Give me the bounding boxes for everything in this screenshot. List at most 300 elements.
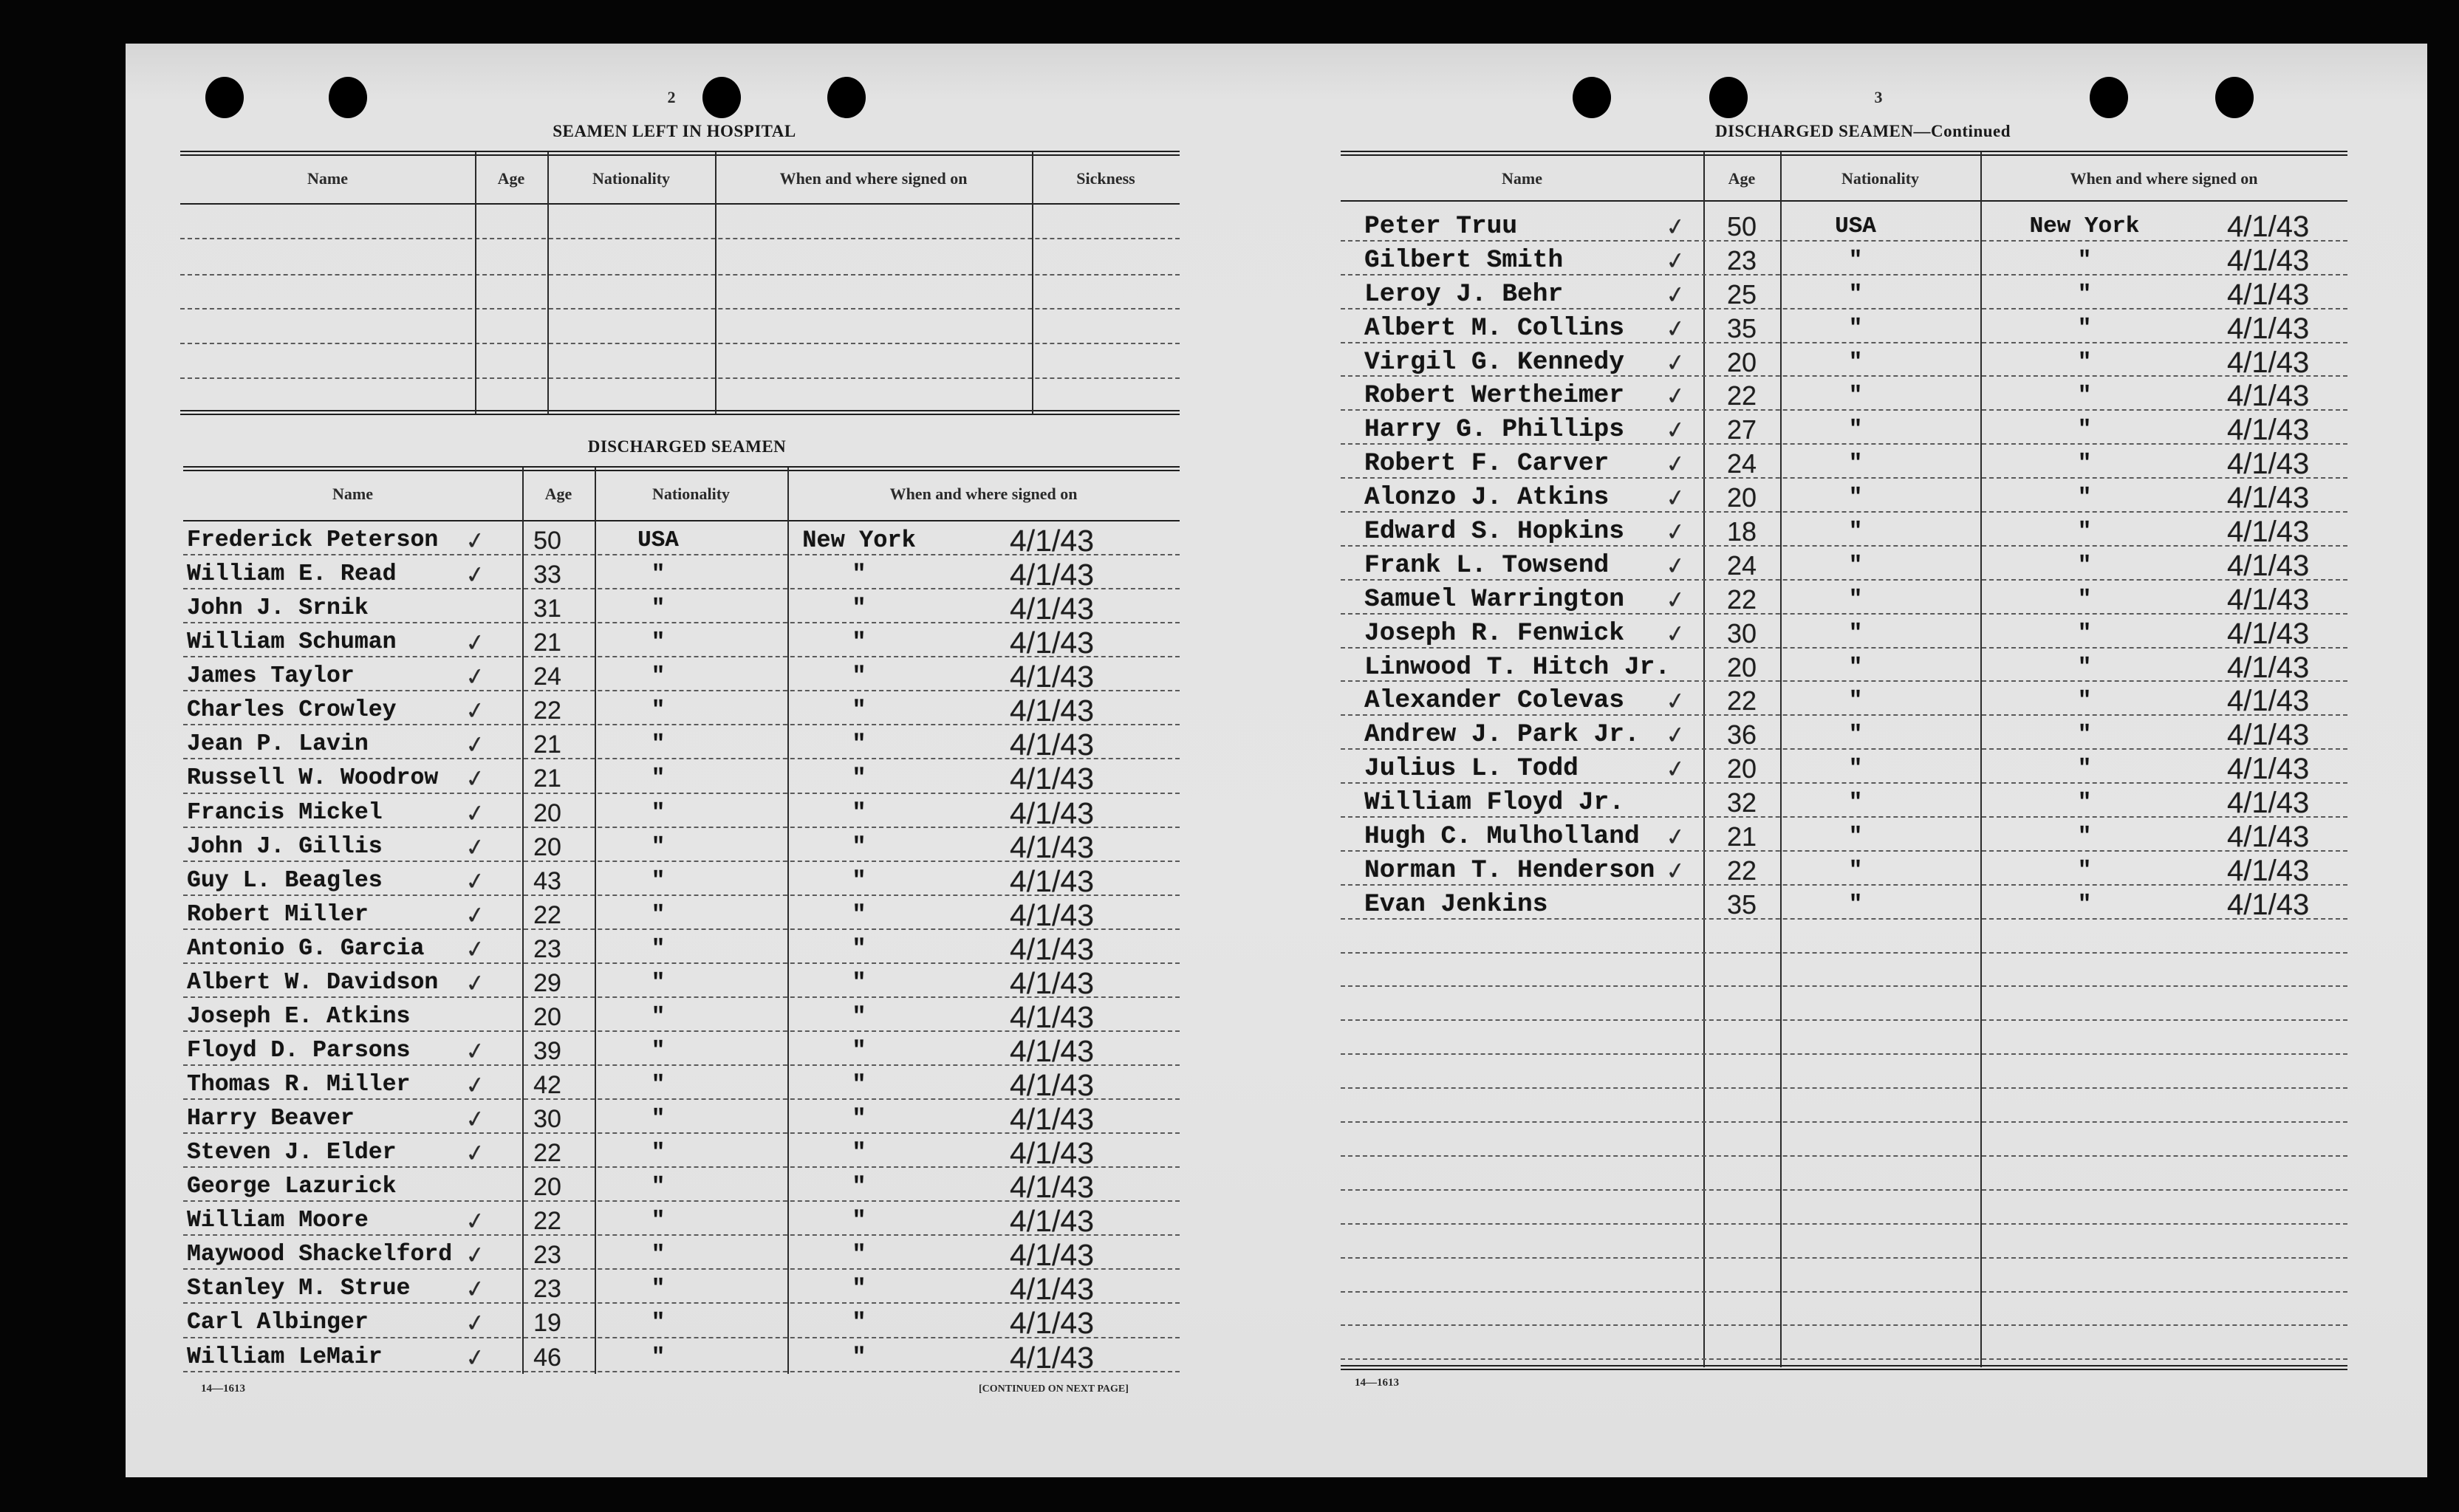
seaman-nationality: "	[1848, 519, 1863, 545]
seaman-age: 23	[533, 934, 561, 963]
signed-on-place: "	[2077, 790, 2092, 816]
table-row	[183, 930, 1180, 964]
signed-on-date: 4/1/43	[1010, 1204, 1094, 1239]
table-top-rule	[183, 466, 1180, 471]
seaman-name: William Schuman	[187, 629, 397, 656]
signed-on-date: 4/1/43	[1010, 829, 1094, 864]
signed-on-date: 4/1/43	[1010, 897, 1094, 932]
seaman-name: Robert Miller	[187, 901, 369, 928]
seaman-age: 22	[533, 1207, 561, 1236]
signed-on-date: 4/1/43	[1010, 1033, 1094, 1068]
seaman-name: Antonio G. Garcia	[187, 935, 425, 962]
seaman-name: Edward S. Hopkins	[1364, 517, 1624, 547]
table-row	[183, 1134, 1180, 1171]
table-row	[1341, 343, 2347, 377]
signed-on-place: "	[2077, 688, 2092, 714]
seaman-name: William LeMair	[187, 1344, 383, 1370]
column-header-nationality: Nationality	[1841, 169, 1920, 188]
check-mark-icon	[463, 1339, 488, 1375]
table-row	[183, 1236, 1180, 1273]
signed-on-date: 4/1/43	[2227, 380, 2310, 413]
check-mark-icon	[463, 1271, 488, 1307]
seaman-age: 21	[533, 629, 561, 657]
table-top-rule	[180, 151, 1180, 156]
blank-row	[1341, 920, 2347, 954]
seaman-nationality: "	[651, 629, 666, 656]
check-mark-icon	[463, 829, 488, 865]
seaman-age: 23	[533, 1241, 561, 1270]
table-row	[1341, 309, 2347, 343]
blank-row-rule	[180, 274, 1180, 276]
signed-on-date: 4/1/43	[1010, 863, 1094, 898]
signed-on-date: 4/1/43	[2227, 211, 2310, 243]
signed-on-date: 4/1/43	[1010, 762, 1094, 796]
signed-on-place: "	[2077, 247, 2092, 273]
blank-row	[1341, 1259, 2347, 1293]
seaman-name: Andrew J. Park Jr.	[1364, 720, 1640, 750]
seaman-age: 50	[533, 527, 561, 555]
signed-on-place: "	[852, 1002, 866, 1030]
column-header-nationality: Nationality	[651, 485, 731, 503]
seaman-nationality: "	[651, 935, 666, 962]
table-row	[183, 1032, 1180, 1066]
check-mark-icon	[1663, 310, 1688, 346]
seaman-age: 21	[533, 731, 561, 759]
check-mark-icon	[1663, 717, 1688, 753]
seaman-name: Steven J. Elder	[187, 1140, 397, 1166]
seaman-nationality: "	[651, 799, 666, 826]
seaman-name: Russell W. Woodrow	[187, 765, 439, 792]
continued-note: [CONTINUED ON NEXT PAGE]	[979, 1383, 1129, 1395]
signed-on-place: "	[852, 900, 866, 928]
seaman-name: Albert W. Davidson	[187, 969, 439, 996]
signed-on-place: "	[2077, 620, 2092, 646]
seaman-nationality: "	[651, 1140, 666, 1166]
blank-row-rule	[180, 343, 1180, 344]
seaman-nationality: USA	[1835, 213, 1876, 239]
seaman-nationality: "	[1848, 451, 1863, 477]
seaman-nationality: "	[651, 1106, 666, 1132]
seaman-name: Samuel Warrington	[1364, 584, 1624, 614]
table-row	[1341, 784, 2347, 818]
seaman-nationality: "	[1848, 247, 1863, 273]
column-header-signed-on: When and where signed on	[889, 485, 1078, 503]
signed-on-date: 4/1/43	[2227, 516, 2310, 549]
seaman-age: 18	[1726, 516, 1757, 547]
signed-on-place: "	[2077, 349, 2092, 375]
column-divider	[475, 152, 476, 414]
signed-on-place: "	[2077, 485, 2092, 511]
check-mark-icon	[1663, 412, 1688, 448]
seaman-nationality: "	[651, 1310, 666, 1336]
signed-on-place: "	[2077, 417, 2092, 443]
seaman-nationality: "	[1848, 654, 1863, 680]
seaman-name: Frederick Peterson	[187, 527, 439, 553]
header-rule	[1341, 200, 2347, 202]
check-mark-icon	[463, 863, 488, 899]
seaman-age: 20	[1726, 346, 1757, 377]
seaman-nationality: "	[1848, 383, 1863, 409]
signed-on-place: "	[852, 968, 866, 996]
seaman-nationality: "	[1848, 281, 1863, 307]
table-row	[183, 759, 1180, 796]
seaman-age: 43	[533, 866, 561, 895]
blank-row	[1341, 1326, 2347, 1360]
column-header-age: Age	[1728, 169, 1756, 188]
table-row	[1341, 649, 2347, 683]
check-mark-icon	[463, 727, 488, 763]
check-mark-icon	[463, 965, 488, 1001]
seaman-name: John J. Srnik	[187, 595, 369, 622]
column-header-name: Name	[332, 485, 373, 503]
blank-row	[1341, 1089, 2347, 1123]
table-row	[183, 794, 1180, 828]
table-bottom-rule	[180, 410, 1180, 415]
signed-on-date: 4/1/43	[2227, 719, 2310, 752]
seaman-nationality: "	[651, 1208, 666, 1234]
signed-on-place: "	[2077, 315, 2092, 341]
form-number: 14—1613	[201, 1383, 245, 1395]
seaman-nationality: "	[1848, 620, 1863, 646]
table-row	[1341, 513, 2347, 547]
seaman-name: Hugh C. Mulholland	[1364, 822, 1640, 852]
column-divider	[547, 152, 549, 414]
signed-on-place: New York	[802, 527, 916, 554]
table-row	[183, 1338, 1180, 1375]
seaman-name: Stanley M. Strue	[187, 1276, 411, 1302]
signed-on-date: 4/1/43	[1010, 592, 1094, 626]
table-row	[1341, 445, 2347, 479]
seaman-age: 36	[1726, 719, 1757, 750]
signed-on-place: "	[2077, 654, 2092, 680]
signed-on-place: "	[852, 1309, 866, 1337]
signed-on-place: "	[852, 798, 866, 827]
seaman-nationality: "	[651, 731, 666, 758]
seaman-age: 20	[1726, 753, 1757, 784]
table-row	[1341, 682, 2347, 716]
signed-on-place: "	[2077, 891, 2092, 917]
check-mark-icon	[1663, 683, 1688, 719]
signed-on-date: 4/1/43	[1010, 1136, 1094, 1171]
seaman-name: Peter Truu	[1364, 212, 1518, 241]
punch-hole	[329, 77, 367, 118]
seaman-nationality: "	[651, 1276, 666, 1302]
signed-on-date: 4/1/43	[1010, 796, 1094, 830]
seaman-nationality: "	[1848, 891, 1863, 917]
check-mark-icon	[1663, 479, 1688, 516]
check-mark-icon	[463, 897, 488, 933]
blank-row-rule	[180, 308, 1180, 309]
column-header-nationality: Nationality	[592, 169, 671, 188]
seaman-age: 29	[533, 968, 561, 997]
signed-on-place: "	[852, 832, 866, 861]
seaman-name: Albert M. Collins	[1364, 313, 1624, 343]
seaman-age: 20	[533, 1173, 561, 1202]
check-mark-icon	[1663, 852, 1688, 889]
seaman-nationality: "	[1848, 349, 1863, 375]
signed-on-date: 4/1/43	[2227, 583, 2310, 616]
signed-on-date: 4/1/43	[2227, 448, 2310, 481]
signed-on-date: 4/1/43	[2227, 787, 2310, 820]
punch-hole	[702, 77, 741, 118]
signed-on-place: "	[852, 1241, 866, 1269]
column-header-age: Age	[497, 169, 525, 188]
seaman-name: Maywood Shackelford	[187, 1242, 453, 1268]
signed-on-date: 4/1/43	[1010, 1102, 1094, 1137]
signed-on-date: 4/1/43	[1010, 660, 1094, 694]
column-header-signed-on: When and where signed on	[2070, 169, 2258, 188]
seaman-nationality: "	[651, 1072, 666, 1098]
signed-on-place: "	[2077, 824, 2092, 850]
signed-on-place: "	[852, 1139, 866, 1167]
table-row	[1341, 886, 2347, 920]
seaman-age: 22	[1726, 380, 1757, 411]
column-header-sickness: Sickness	[1076, 169, 1135, 188]
seaman-nationality: "	[651, 969, 666, 996]
seaman-age: 20	[533, 798, 561, 827]
seaman-nationality: "	[1848, 688, 1863, 714]
signed-on-date: 4/1/43	[2227, 312, 2310, 345]
punch-hole	[2090, 77, 2128, 118]
check-mark-icon	[1663, 547, 1688, 584]
signed-on-date: 4/1/43	[1010, 1340, 1094, 1375]
seaman-age: 50	[1726, 211, 1757, 242]
seaman-age: 21	[1726, 821, 1757, 852]
table-row	[1341, 547, 2347, 581]
seaman-nationality: "	[651, 595, 666, 622]
seaman-name: Virgil G. Kennedy	[1364, 347, 1624, 377]
table-row	[1341, 581, 2347, 615]
seaman-age: 22	[1726, 855, 1757, 886]
table-row	[1341, 852, 2347, 886]
check-mark-icon	[1663, 344, 1688, 380]
signed-on-place: "	[852, 934, 866, 962]
check-mark-icon	[1663, 513, 1688, 550]
seaman-name: Leroy J. Behr	[1364, 279, 1564, 309]
seaman-nationality: "	[651, 1344, 666, 1370]
seaman-name: Floyd D. Parsons	[187, 1037, 411, 1064]
signed-on-place: "	[852, 1036, 866, 1064]
seaman-name: Guy L. Beagles	[187, 867, 383, 894]
signed-on-place: "	[852, 1343, 866, 1371]
signed-on-place: "	[852, 663, 866, 691]
seaman-age: 32	[1726, 787, 1757, 818]
blank-row	[1341, 1157, 2347, 1191]
page-number: 2	[667, 88, 676, 106]
seaman-nationality: "	[1848, 552, 1863, 578]
seaman-nationality: "	[1848, 722, 1863, 748]
seaman-age: 20	[533, 832, 561, 861]
seaman-name: Thomas R. Miller	[187, 1072, 411, 1098]
seaman-nationality: "	[1848, 586, 1863, 612]
signed-on-place: "	[852, 629, 866, 657]
seaman-name: Evan Jenkins	[1364, 889, 1548, 919]
seaman-age: 20	[1726, 651, 1757, 683]
seaman-age: 22	[533, 900, 561, 929]
table-row	[183, 828, 1180, 862]
signed-on-place: "	[2077, 756, 2092, 782]
seaman-age: 22	[533, 697, 561, 725]
table-row	[183, 589, 1180, 626]
table-row	[183, 1202, 1180, 1239]
seaman-name: William Moore	[187, 1208, 369, 1234]
check-mark-icon	[1663, 378, 1688, 414]
signed-on-place: "	[852, 1207, 866, 1235]
check-mark-icon	[1663, 615, 1688, 651]
signed-on-date: 4/1/43	[2227, 244, 2310, 277]
check-mark-icon	[463, 761, 488, 797]
check-mark-icon	[463, 659, 488, 695]
seaman-nationality: "	[651, 1174, 666, 1200]
page-number: 3	[1874, 88, 1883, 106]
signed-on-date: 4/1/43	[2227, 888, 2310, 921]
table-row	[1341, 479, 2347, 513]
seaman-name: Harry G. Phillips	[1364, 415, 1624, 445]
signed-on-date: 4/1/43	[1010, 1068, 1094, 1102]
signed-on-place: "	[852, 1275, 866, 1303]
seaman-age: 24	[533, 663, 561, 691]
seaman-nationality: "	[651, 901, 666, 928]
signed-on-date: 4/1/43	[1010, 1170, 1094, 1205]
table-row	[1341, 208, 2347, 242]
seaman-age: 23	[533, 1275, 561, 1304]
blank-row-rule	[180, 238, 1180, 239]
signed-on-place: "	[852, 866, 866, 894]
seaman-age: 35	[1726, 889, 1757, 920]
seaman-age: 22	[1726, 685, 1757, 716]
signed-on-place: "	[2077, 722, 2092, 748]
seaman-name: Charles Crowley	[187, 697, 397, 724]
seaman-age: 35	[1726, 312, 1757, 343]
column-header-age: Age	[544, 485, 572, 503]
table-bottom-rule	[1341, 1365, 2347, 1370]
discharged-section-title: DISCHARGED SEAMEN	[587, 437, 787, 456]
signed-on-date: 4/1/43	[2227, 346, 2310, 379]
column-divider	[1032, 152, 1033, 414]
table-row	[1341, 377, 2347, 411]
signed-on-place: "	[2077, 383, 2092, 409]
discharged-seamen-continued-rows	[1341, 208, 2347, 1360]
seaman-nationality: "	[651, 561, 666, 588]
table-row	[1341, 276, 2347, 309]
blank-row-rule	[180, 377, 1180, 379]
table-row	[1341, 615, 2347, 649]
signed-on-date: 4/1/43	[1010, 931, 1094, 966]
seaman-age: 33	[533, 561, 561, 589]
column-divider	[715, 152, 717, 414]
seaman-nationality: "	[651, 1003, 666, 1030]
seaman-age: 31	[533, 595, 561, 623]
table-row	[183, 998, 1180, 1032]
seaman-name: Robert F. Carver	[1364, 449, 1610, 479]
table-row	[183, 555, 1180, 592]
seaman-age: 27	[1726, 414, 1757, 445]
seaman-name: Frank L. Towsend	[1364, 550, 1610, 580]
signed-on-date: 4/1/43	[2227, 482, 2310, 515]
seaman-age: 30	[533, 1105, 561, 1134]
seaman-name: William E. Read	[187, 561, 397, 588]
signed-on-place: "	[852, 697, 866, 725]
check-mark-icon	[1663, 751, 1688, 787]
table-row	[183, 691, 1180, 728]
signed-on-place: "	[852, 1173, 866, 1201]
table-row	[183, 521, 1180, 558]
signed-on-date: 4/1/43	[1010, 626, 1094, 660]
table-row	[183, 623, 1180, 660]
signed-on-place: "	[852, 1071, 866, 1098]
signed-on-date: 4/1/43	[1010, 1272, 1094, 1307]
seaman-age: 42	[533, 1071, 561, 1099]
table-row	[1341, 411, 2347, 445]
seaman-name: George Lazurick	[187, 1174, 397, 1200]
signed-on-place: New York	[2029, 213, 2140, 239]
check-mark-icon	[463, 1135, 488, 1171]
seaman-age: 20	[533, 1002, 561, 1031]
check-mark-icon	[1663, 818, 1688, 855]
seaman-name: Norman T. Henderson	[1364, 855, 1655, 885]
punch-hole	[1573, 77, 1611, 118]
signed-on-date: 4/1/43	[1010, 694, 1094, 728]
signed-on-date: 4/1/43	[2227, 854, 2310, 887]
seaman-nationality: "	[651, 833, 666, 860]
seaman-nationality: "	[1848, 790, 1863, 816]
header-rule	[180, 203, 1180, 205]
blank-row	[1341, 1191, 2347, 1225]
table-row	[183, 1270, 1180, 1307]
blank-row	[1341, 1021, 2347, 1055]
signed-on-date: 4/1/43	[2227, 549, 2310, 582]
signed-on-date: 4/1/43	[2227, 617, 2310, 650]
seaman-nationality: "	[651, 663, 666, 690]
seaman-name: Harry Beaver	[187, 1106, 355, 1132]
seaman-name: William Floyd Jr.	[1364, 788, 1624, 818]
seaman-name: Jean P. Lavin	[187, 731, 369, 758]
signed-on-date: 4/1/43	[1010, 1238, 1094, 1273]
seaman-name: Joseph R. Fenwick	[1364, 618, 1624, 648]
check-mark-icon	[1663, 581, 1688, 618]
signed-on-place: "	[2077, 519, 2092, 545]
table-row	[183, 964, 1180, 998]
seaman-name: James Taylor	[187, 663, 355, 690]
signed-on-place: "	[852, 731, 866, 759]
seaman-name: Carl Albinger	[187, 1310, 369, 1336]
seaman-name: Gilbert Smith	[1364, 245, 1564, 275]
seaman-name: John J. Gillis	[187, 833, 383, 860]
signed-on-place: "	[2077, 552, 2092, 578]
seaman-nationality: "	[1848, 485, 1863, 511]
check-mark-icon	[463, 1203, 488, 1239]
table-row	[183, 1066, 1180, 1100]
seaman-nationality: "	[651, 867, 666, 894]
blank-row	[1341, 1293, 2347, 1327]
table-row	[1341, 750, 2347, 784]
check-mark-icon	[463, 1067, 488, 1103]
seaman-name: Francis Mickel	[187, 799, 383, 826]
seaman-name: Joseph E. Atkins	[187, 1003, 411, 1030]
seaman-age: 20	[1726, 482, 1757, 513]
table-row	[1341, 242, 2347, 276]
seaman-nationality: "	[1848, 756, 1863, 782]
seaman-age: 39	[533, 1036, 561, 1065]
signed-on-place: "	[852, 561, 866, 589]
check-mark-icon	[463, 522, 488, 558]
table-row	[1341, 818, 2347, 852]
punch-hole	[2215, 77, 2254, 118]
check-mark-icon	[463, 556, 488, 592]
seaman-name: Julius L. Todd	[1364, 754, 1579, 784]
signed-on-place: "	[2077, 451, 2092, 477]
seaman-age: 22	[1726, 584, 1757, 615]
